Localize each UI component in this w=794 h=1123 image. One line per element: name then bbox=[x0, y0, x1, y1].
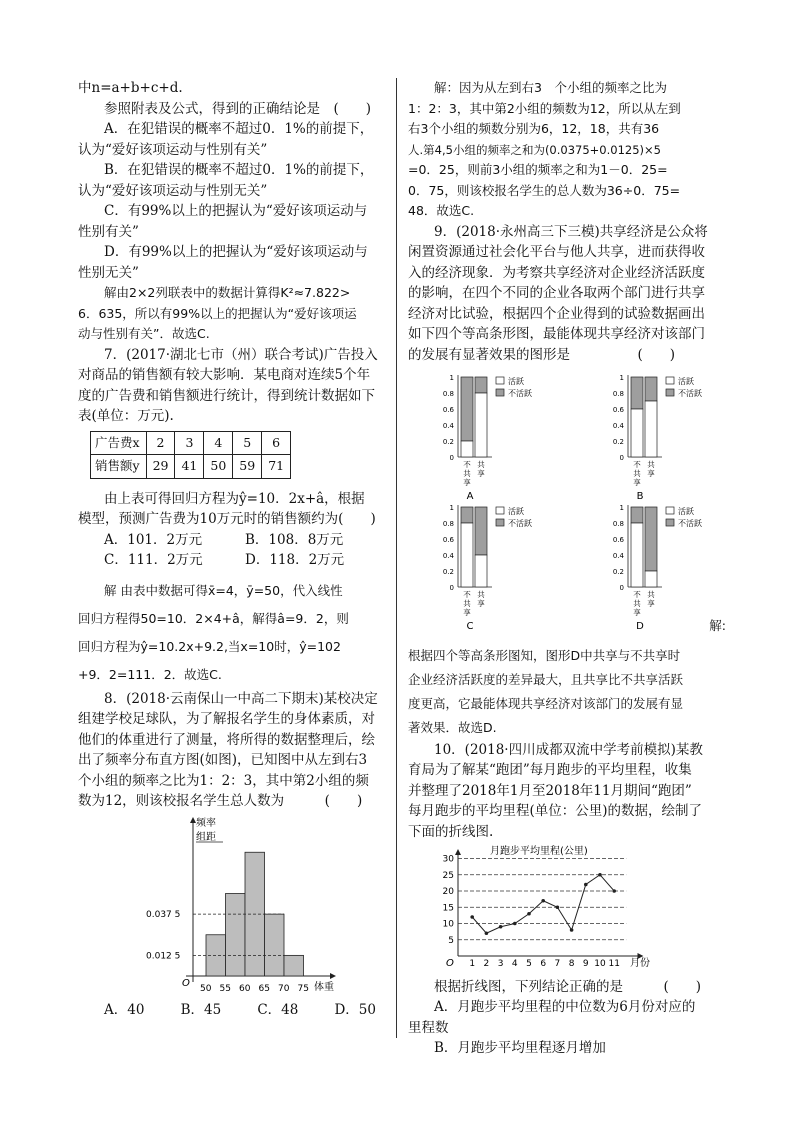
legend-label: 不活跃 bbox=[508, 519, 532, 528]
bar-active-segment bbox=[645, 401, 657, 457]
solution-8-line: =0．25，则前3小组的频率之和为1－0．25= bbox=[408, 162, 668, 177]
bar-inactive-segment bbox=[475, 507, 487, 555]
solution-label: 解: bbox=[709, 617, 726, 633]
table-cell: 50 bbox=[204, 455, 233, 479]
question-9-line: 经济对比试验，根据四个企业得到的试验数据画出 bbox=[408, 305, 705, 322]
line-chart bbox=[408, 842, 720, 970]
bar-active-segment bbox=[461, 441, 473, 457]
category-label: 共 bbox=[633, 599, 641, 608]
option-a: A．101．2万元 bbox=[104, 531, 203, 548]
x-tick-label: 70 bbox=[278, 983, 290, 994]
x-tick-label: 3 bbox=[497, 959, 504, 969]
question-stem: 参照附表及公式，得到的正确结论是 ( ) bbox=[104, 100, 372, 117]
chart-label: B bbox=[636, 491, 644, 502]
table-cell: 6 bbox=[262, 431, 291, 455]
option-d: D．有99%以上的把握认为“爱好该项运动与 bbox=[104, 244, 368, 260]
solution-9-line: 根据四个等高条形图知，图形D中共享与不共享时 bbox=[408, 647, 681, 663]
data-point bbox=[541, 899, 545, 903]
legend-label: 活跃 bbox=[508, 507, 524, 516]
option-d-cont: 性别无关” bbox=[78, 264, 139, 281]
chart-label: A bbox=[466, 491, 474, 502]
data-point bbox=[470, 915, 474, 919]
stacked-bar-chart bbox=[613, 374, 702, 502]
question-10-line: 并整理了2018年1月至2018年11月期间“跑团” bbox=[408, 782, 692, 799]
question-9-line: 如下四个等高条形图，最能体现共享经济对该部门 bbox=[408, 326, 705, 342]
table-cell: 3 bbox=[175, 431, 204, 455]
y-tick-label: 10 bbox=[442, 919, 454, 930]
y-tick-label: 1 bbox=[449, 374, 454, 382]
question-8-line: 组建学校足球队，为了解报名学生的身体素质，对 bbox=[78, 711, 375, 727]
x-tick-label: 6 bbox=[540, 959, 547, 969]
option-c-cont: 性别有关” bbox=[78, 223, 139, 240]
legend-label: 活跃 bbox=[678, 377, 694, 386]
x-tick-label: 65 bbox=[258, 983, 270, 994]
option-a: A．40 bbox=[104, 1002, 145, 1018]
legend-label: 不活跃 bbox=[678, 519, 702, 528]
question-9: 9．(2018·永州高三下三模)共享经济是公众将 bbox=[434, 223, 708, 240]
line-chart-body bbox=[443, 852, 641, 969]
y-label-bottom: 组距 bbox=[196, 831, 216, 843]
question-10: 10．(2018·四川成都双流中学考前模拟)某教 bbox=[434, 741, 703, 758]
left-column bbox=[78, 78, 386, 1021]
legend-swatch-inactive bbox=[496, 519, 504, 526]
y-tick-label: 0.6 bbox=[612, 536, 624, 544]
y-tick-label: 0.6 bbox=[612, 406, 624, 414]
stacked-bar-chart bbox=[613, 504, 702, 632]
series-line bbox=[472, 875, 614, 934]
y-tick-label: 0.6 bbox=[442, 406, 454, 414]
category-label: 共 bbox=[477, 460, 485, 469]
data-point bbox=[499, 925, 503, 929]
y-tick-label: 0.6 bbox=[442, 536, 454, 544]
option-b: B．45 bbox=[180, 1002, 222, 1018]
y-tick-label: 0.037 5 bbox=[146, 909, 181, 920]
table-cell: 广告费x bbox=[91, 431, 147, 455]
table-row bbox=[91, 455, 291, 479]
option-b: B．在犯错误的概率不超过0．1%的前提下， bbox=[104, 162, 374, 178]
x-tick-label: 5 bbox=[526, 959, 532, 969]
question-8-line: 他们的体重进行了测量，将所得的数据整理后，绘 bbox=[78, 731, 375, 748]
y-tick-label: 1 bbox=[619, 504, 624, 512]
solution-8-line: 48．故选C. bbox=[408, 203, 475, 218]
legend-label: 不活跃 bbox=[678, 389, 702, 398]
y-tick-label: 0.2 bbox=[442, 438, 454, 446]
bar-active-segment bbox=[631, 409, 643, 457]
stacked-bar-chart bbox=[443, 504, 532, 632]
data-table bbox=[90, 431, 291, 479]
question-9-line: 入的经济现象．为考察共享经济对企业经济活跃度 bbox=[408, 264, 705, 281]
data-point bbox=[612, 889, 616, 893]
solution-8-line: 1：2：3，其中第2小组的频数为12，所以从左到 bbox=[408, 100, 681, 116]
solution-7: 解 由表中数据可得x̄=4，ȳ=50，代入线性 bbox=[104, 582, 343, 598]
data-point bbox=[485, 931, 489, 935]
option-b: B．月跑步平均里程逐月增加 bbox=[434, 1040, 606, 1056]
y-tick-label: 0.8 bbox=[442, 390, 454, 398]
bar-inactive-segment bbox=[631, 377, 643, 409]
x-tick-label: 10 bbox=[594, 959, 606, 969]
solution-9 bbox=[408, 617, 726, 644]
solution-6-end: 动与性别有关”．故选C. bbox=[78, 326, 210, 341]
table-cell: 5 bbox=[233, 431, 262, 455]
solution-8-line: 右3个小组的频数分别为6，12，18，共有36 bbox=[408, 121, 660, 136]
y-tick-label: 0.012 5 bbox=[146, 950, 181, 961]
data-point bbox=[527, 912, 531, 916]
y-tick-label: 0.2 bbox=[612, 568, 624, 576]
table-cell: 59 bbox=[233, 455, 262, 479]
y-tick-label: 0.8 bbox=[442, 520, 454, 528]
x-tick-label: 55 bbox=[219, 983, 231, 994]
y-tick-label: 0 bbox=[449, 454, 454, 462]
column-divider bbox=[396, 78, 397, 1038]
solution-6-cont: 6．635，所以有99%以上的把握认为“爱好该项运 bbox=[78, 305, 357, 321]
category-label: 共 bbox=[463, 469, 471, 478]
question-10-line: 育局为了解某“跑团”每月跑步的平均里程，收集 bbox=[408, 762, 692, 778]
question-7-line: 表(单位：万元). bbox=[78, 408, 174, 424]
category-label: 共 bbox=[647, 460, 655, 469]
legend-swatch-inactive bbox=[666, 519, 674, 526]
question-7: 7．(2017·湖北七市（州）联合考试)广告投入 bbox=[104, 346, 378, 363]
legend-label: 活跃 bbox=[678, 507, 694, 516]
category-label: 享 bbox=[477, 469, 485, 478]
legend-swatch-active bbox=[496, 507, 504, 514]
bar-active-segment bbox=[461, 523, 473, 587]
bar-inactive-segment bbox=[645, 507, 657, 571]
category-label: 共 bbox=[647, 590, 655, 599]
y-tick-label: 0.8 bbox=[612, 520, 624, 528]
legend-label: 不活跃 bbox=[508, 389, 532, 398]
y-tick-label: 0.4 bbox=[612, 422, 624, 430]
y-tick-label: 0.2 bbox=[612, 438, 624, 446]
x-tick-label: 1 bbox=[469, 959, 476, 969]
y-tick-label: 1 bbox=[449, 504, 454, 512]
bar-inactive-segment bbox=[475, 377, 487, 393]
y-tick-label: 0 bbox=[449, 584, 454, 592]
category-label: 不 bbox=[633, 590, 641, 599]
question-10-line: 每月跑步的平均里程(单位：公里)的数据，绘制了 bbox=[408, 803, 703, 819]
stacked-bar-charts bbox=[408, 365, 720, 635]
histogram-bar bbox=[284, 955, 304, 976]
x-tick-label: 75 bbox=[297, 983, 309, 994]
x-tick-label: 8 bbox=[568, 959, 575, 969]
question-8-line: 出了频率分布直方图(如图)，已知图中从左到右3 bbox=[78, 752, 368, 768]
data-point bbox=[556, 905, 560, 909]
x-tick-label: 9 bbox=[582, 959, 589, 969]
solution-7-line: 回归方程为ŷ=10.2x+9.2,当x=10时，ŷ=102 bbox=[78, 638, 341, 654]
y-tick-label: 15 bbox=[442, 903, 454, 914]
table-cell: 2 bbox=[146, 431, 175, 455]
options-row bbox=[78, 550, 386, 571]
solution-7-line: 回归方程得50=10．2×4+â，解得â=9．2，则 bbox=[78, 610, 349, 626]
x-tick-label: 60 bbox=[239, 983, 251, 994]
bar-inactive-segment bbox=[461, 377, 473, 441]
y-tick-label: 0.4 bbox=[442, 422, 454, 430]
y-tick-label: 0.4 bbox=[612, 552, 624, 560]
y-tick-label: 5 bbox=[448, 935, 454, 946]
bar-inactive-segment bbox=[631, 507, 643, 523]
option-d: D．118．2万元 bbox=[245, 552, 345, 568]
category-label: 享 bbox=[647, 469, 655, 478]
category-label: 不 bbox=[633, 460, 641, 469]
stacked-bar-chart bbox=[443, 374, 532, 502]
x-tick-label: 50 bbox=[200, 983, 212, 994]
category-label: 享 bbox=[477, 599, 485, 608]
histogram bbox=[78, 814, 378, 994]
legend-swatch-active bbox=[666, 377, 674, 384]
bar-active-segment bbox=[631, 523, 643, 587]
legend-swatch-inactive bbox=[496, 389, 504, 396]
bar-inactive-segment bbox=[461, 507, 473, 523]
data-point bbox=[513, 922, 517, 926]
table-cell: 41 bbox=[175, 455, 204, 479]
option-c: C．48 bbox=[257, 1002, 299, 1018]
category-label: 不 bbox=[463, 460, 471, 469]
legend-swatch-active bbox=[496, 377, 504, 384]
question-9-line: 闲置资源通过社会化平台与他人共享，进而获得收 bbox=[408, 244, 705, 260]
option-c: C．有99%以上的把握认为“爱好该项运动与 bbox=[104, 203, 368, 219]
option-b-cont: 认为“爱好该项运动与性别无关” bbox=[78, 182, 268, 199]
category-label: 不 bbox=[463, 590, 471, 599]
x-label: 月份 bbox=[630, 958, 650, 969]
legend-label: 活跃 bbox=[508, 377, 524, 386]
legend-swatch-active bbox=[666, 507, 674, 514]
question-7-line: 对商品的销售额有较大影响．某电商对连续5个年 bbox=[78, 367, 371, 383]
right-column bbox=[408, 78, 726, 1059]
table-cell: 29 bbox=[146, 455, 175, 479]
bar-active-segment bbox=[475, 555, 487, 587]
y-tick-label: 0 bbox=[619, 584, 624, 592]
y-label-top: 频率 bbox=[196, 817, 216, 829]
text-line: 中n=a+b+c+d. bbox=[78, 80, 183, 96]
y-tick-label: 0.2 bbox=[442, 568, 454, 576]
bar-inactive-segment bbox=[645, 377, 657, 401]
table-cell: 4 bbox=[204, 431, 233, 455]
option-c: C．111．2万元 bbox=[104, 552, 203, 568]
y-tick-label: 25 bbox=[442, 870, 454, 881]
y-tick-label: 1 bbox=[619, 374, 624, 382]
question-9-line: 的发展有显著效果的图形是 ( ) bbox=[408, 346, 676, 363]
x-label: 体重 bbox=[314, 981, 334, 993]
table-row bbox=[91, 431, 291, 455]
table-cell: 71 bbox=[262, 455, 291, 479]
data-point bbox=[598, 873, 602, 877]
solution-9-line: 企业经济活跃度的差异最大，且共享比不共享活跃 bbox=[408, 671, 684, 687]
data-point bbox=[570, 928, 574, 932]
y-tick-label: 20 bbox=[442, 887, 454, 897]
solution-8-line: 0．75，则该校报名学生的总人数为36÷0．75= bbox=[408, 182, 681, 198]
solution-8: 解：因为从左到右3 个小组的频率之比为 bbox=[434, 80, 667, 95]
solution-9-line: 著效果．故选D. bbox=[408, 719, 497, 735]
y-tick-label: 0.8 bbox=[612, 390, 624, 398]
question-9-line: 的影响，在四个不同的企业各取两个部门进行共享 bbox=[408, 285, 705, 301]
option-b: B．108．8万元 bbox=[245, 531, 344, 548]
bar-active-segment bbox=[475, 393, 487, 457]
x-tick-label: 11 bbox=[608, 959, 620, 969]
solution-9-line: 度更高，它最能体现共享经济对该部门的发展有显 bbox=[408, 695, 684, 711]
option-a-cont: 里程数 bbox=[408, 1019, 449, 1036]
question-7-line: 模型，预测广告费为10万元时的销售额约为( ) bbox=[78, 511, 376, 527]
data-point bbox=[584, 883, 588, 887]
category-label: 享 bbox=[647, 599, 655, 608]
category-label: 享 bbox=[633, 608, 641, 617]
table-cell: 销售额y bbox=[91, 455, 147, 479]
question-8-line: 数为12，则该校报名学生总人数为 ( ) bbox=[78, 793, 363, 809]
chart-label: C bbox=[466, 621, 474, 632]
solution-6: 解由2×2列联表中的数据计算得K²≈7.822> bbox=[104, 285, 351, 300]
category-label: 共 bbox=[463, 599, 471, 608]
x-tick-label: 4 bbox=[511, 959, 518, 969]
category-label: 享 bbox=[463, 478, 471, 487]
question-7-line: 由上表可得回归方程为ŷ=10．2x+â，根据 bbox=[104, 490, 365, 507]
y-tick-label: 0.4 bbox=[442, 552, 454, 560]
category-label: 享 bbox=[463, 608, 471, 617]
question-7-line: 度的广告费和销售额进行统计，得到统计数据如下 bbox=[78, 387, 375, 404]
histogram-bar bbox=[226, 893, 246, 976]
question-8: 8．(2018·云南保山一中高二下期末)某校决定 bbox=[104, 690, 378, 707]
question-8-line: 个小组的频率之比为1：2：3，其中第2小组的频 bbox=[78, 772, 369, 789]
y-tick-label: 0 bbox=[619, 454, 624, 462]
option-a: A．月跑步平均里程的中位数为6月份对应的 bbox=[434, 999, 696, 1015]
option-d: D．50 bbox=[334, 1002, 376, 1018]
question-10-line: 下面的折线图. bbox=[408, 823, 494, 840]
histogram-bar bbox=[265, 914, 285, 976]
options-row bbox=[78, 530, 386, 551]
x-tick-label: 7 bbox=[554, 959, 561, 969]
x-tick-label: 2 bbox=[483, 959, 490, 969]
question-10-line: 根据折线图，下列结论正确的是 ( ) bbox=[434, 978, 702, 995]
chart-title: 月跑步平均里程(公里) bbox=[490, 846, 588, 857]
origin-label: O bbox=[182, 977, 190, 989]
options-row bbox=[78, 1000, 386, 1021]
legend-swatch-inactive bbox=[666, 389, 674, 396]
y-tick-label: 30 bbox=[442, 854, 454, 865]
bar-active-segment bbox=[645, 571, 657, 587]
origin-label: O bbox=[446, 958, 454, 969]
solution-7-line: +9．2=111．2．故选C. bbox=[78, 666, 222, 682]
chart-label: D bbox=[636, 621, 644, 632]
option-a-cont: 认为“爱好该项运动与性别有关” bbox=[78, 141, 268, 158]
category-label: 享 bbox=[633, 478, 641, 487]
option-a: A．在犯错误的概率不超过0．1%的前提下， bbox=[104, 121, 374, 137]
solution-8-line: 人.第4,5小组的频率之和为(0.0375+0.0125)×5 bbox=[408, 142, 661, 157]
category-label: 共 bbox=[477, 590, 485, 599]
category-label: 共 bbox=[633, 469, 641, 478]
